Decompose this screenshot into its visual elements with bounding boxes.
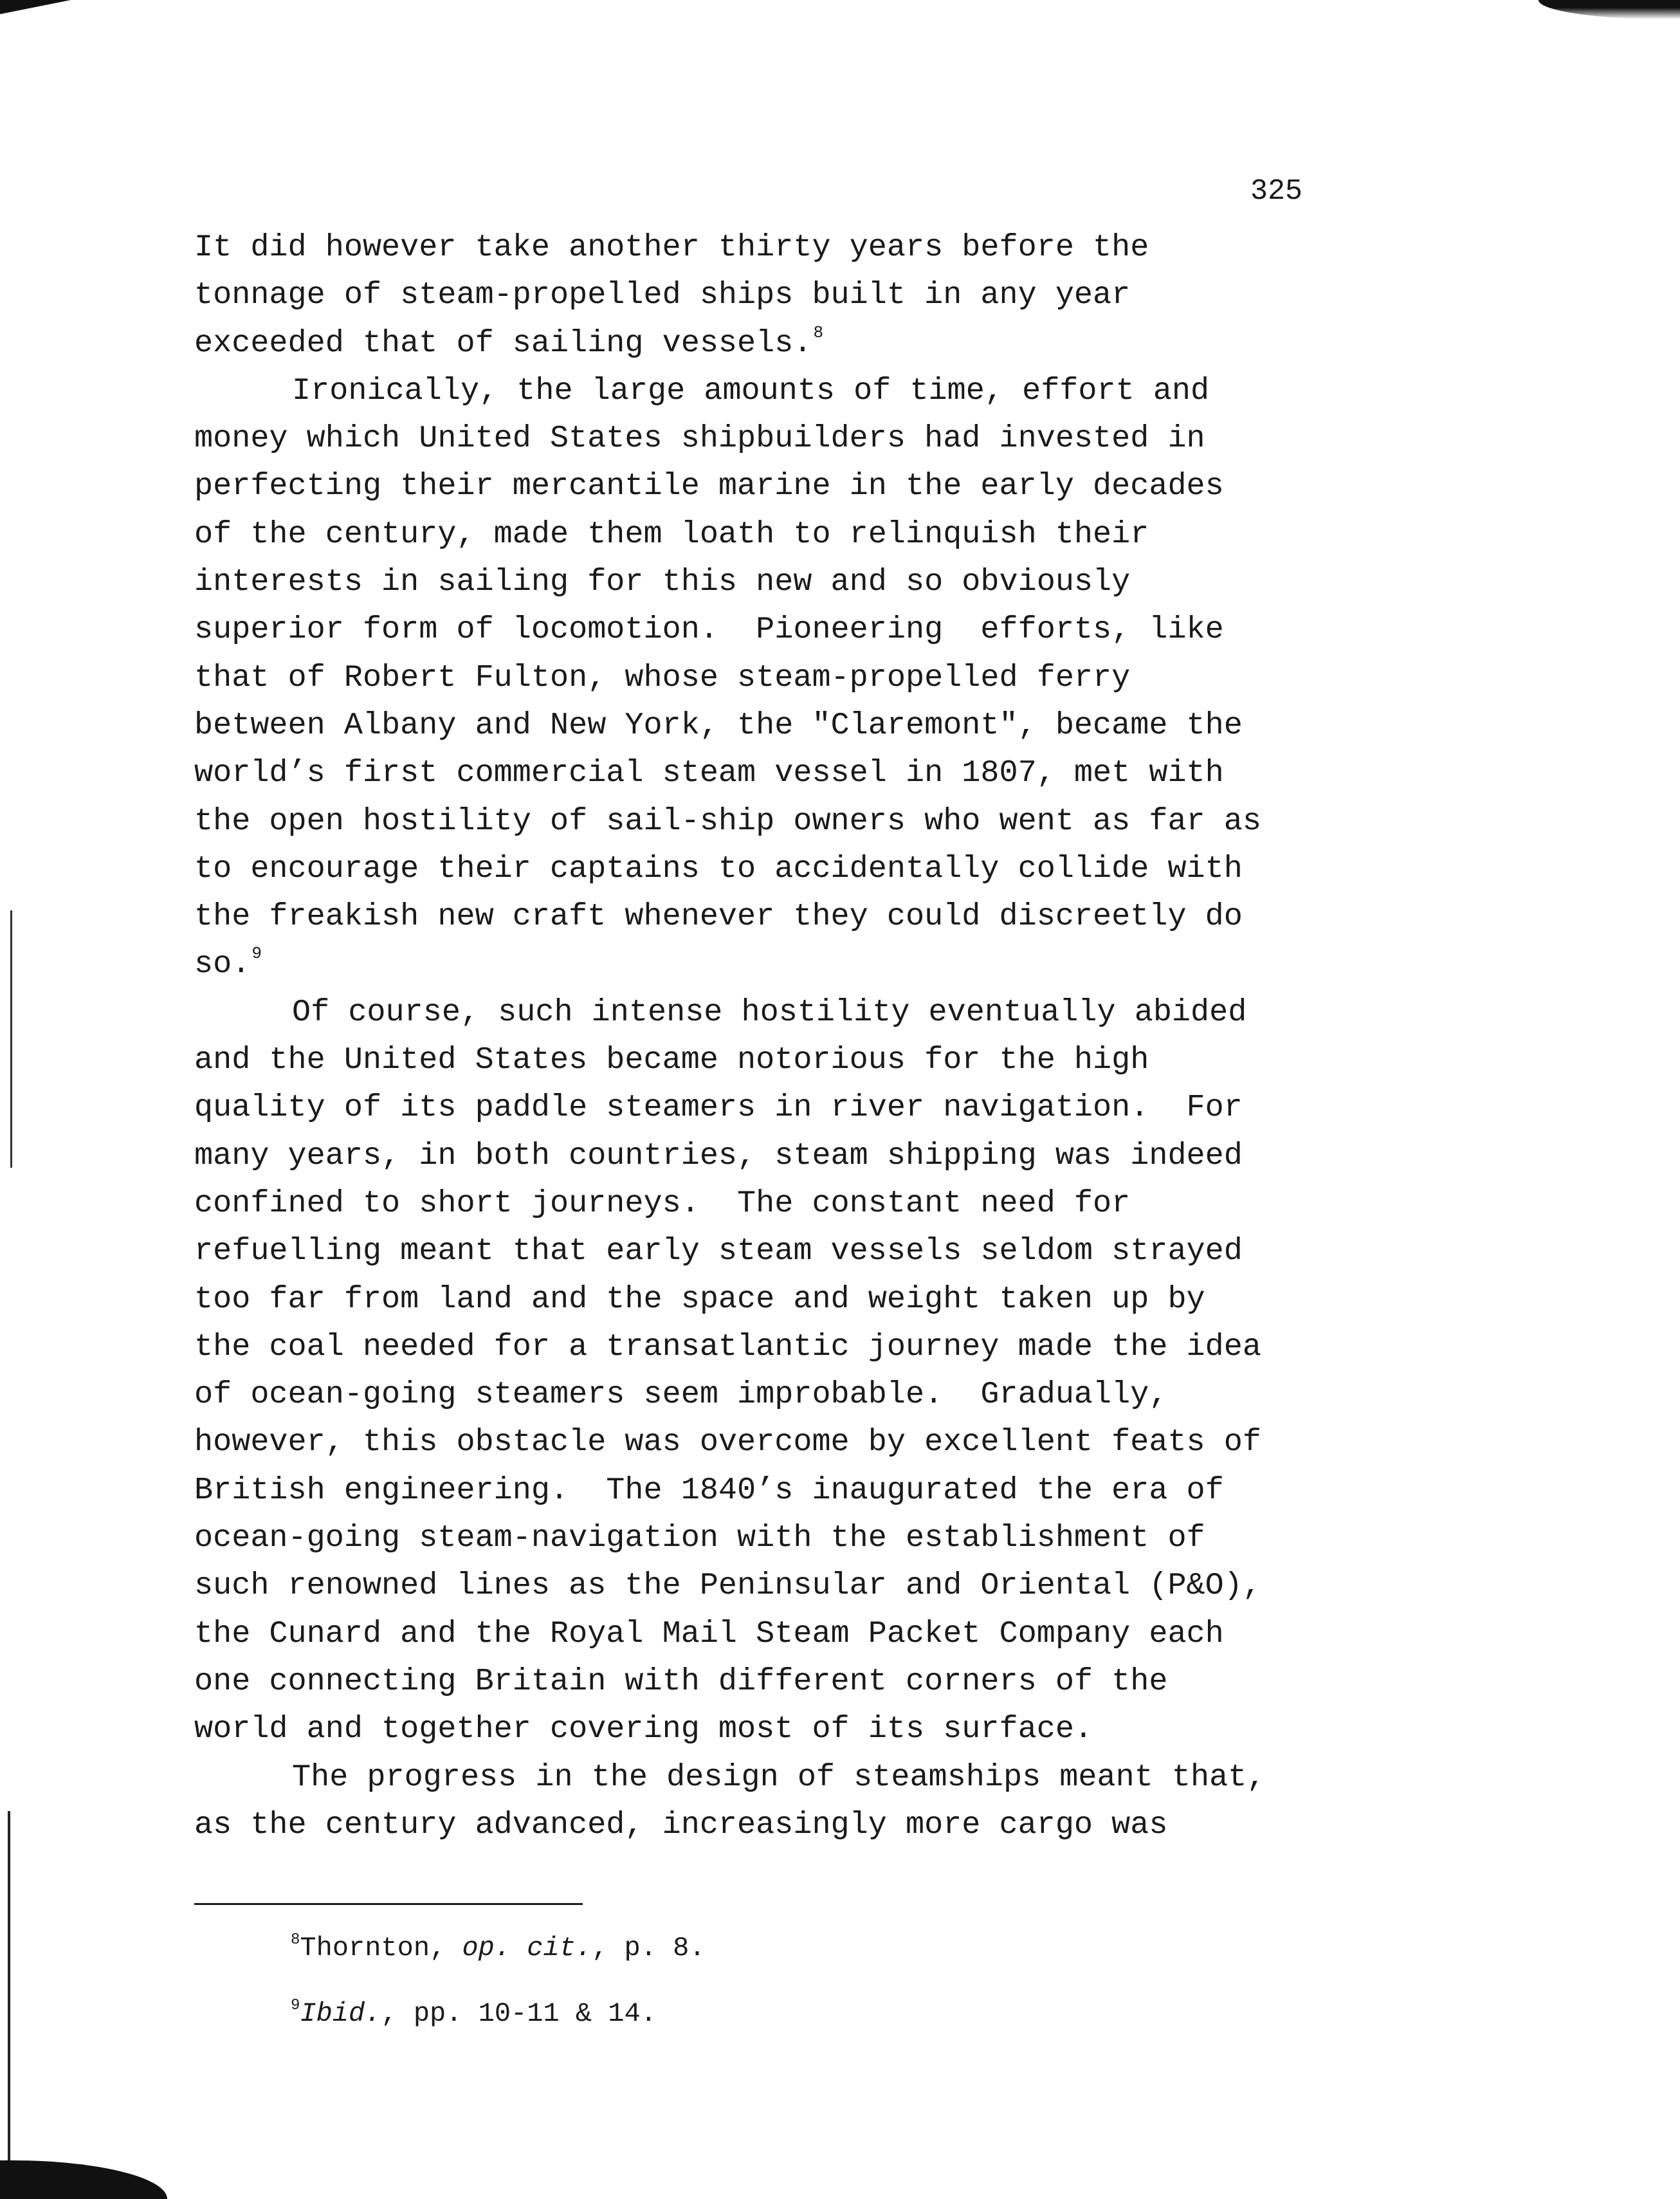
footnote-marker: 9	[291, 1997, 300, 2014]
page-number: 325	[1250, 175, 1303, 208]
text-line	[194, 1610, 1326, 1658]
text-line	[194, 511, 1326, 558]
footnote-divider	[194, 1903, 583, 1905]
footnote-text: Thornton,	[300, 1933, 462, 1964]
text-line	[194, 1706, 1326, 1753]
text-line-content: and the United States became notorious for the high	[194, 1042, 1149, 1078]
text-line	[194, 702, 1326, 750]
footnote-text: , p. 8.	[592, 1933, 706, 1964]
text-line	[194, 1084, 1326, 1132]
text-line-content: ocean-going steam-navigation with the establishment of	[194, 1520, 1205, 1556]
text-line-content: British engineering. The 1840’s inaugurated the era of	[194, 1472, 1224, 1508]
text-line-content: exceeded that of sailing vessels.	[194, 325, 812, 361]
text-line-content: the coal needed for a transatlantic journey made the idea	[194, 1329, 1261, 1365]
text-line-content: the open hostility of sail-ship owners who went as far as	[194, 803, 1261, 839]
text-line	[194, 1036, 1326, 1084]
text-line-content: as the century advanced, increasingly more cargo was	[194, 1807, 1168, 1843]
footnotes	[291, 1929, 706, 2060]
text-line	[194, 1228, 1326, 1275]
text-line-content: superior form of locomotion. Pioneering efforts, like	[194, 612, 1224, 648]
text-line-content: confined to short journeys. The constant need for	[194, 1185, 1131, 1221]
text-line	[194, 845, 1326, 893]
scan-artifact-bottom-left	[0, 2160, 167, 2199]
text-line-content: however, this obstacle was overcome by excellent feats of	[194, 1424, 1261, 1460]
text-line	[194, 1132, 1326, 1180]
text-line-content: the Cunard and the Royal Mail Steam Packet Company each	[194, 1615, 1224, 1652]
text-line	[194, 1419, 1326, 1466]
text-line-content: perfecting their mercantile marine in the early decades	[194, 468, 1224, 504]
footnote	[291, 1929, 706, 1967]
text-line-content: too far from land and the space and weight taken up by	[194, 1281, 1205, 1317]
footnote-citation-italic: Ibid.	[300, 1998, 381, 2029]
text-line	[194, 367, 1326, 415]
text-line	[194, 1754, 1326, 1801]
scan-artifact-left-edge	[10, 910, 12, 1168]
text-line-content: quality of its paddle steamers in river navigation. For	[194, 1090, 1243, 1126]
text-line-content: such renowned lines as the Peninsular and Oriental (P&O),	[194, 1568, 1261, 1604]
text-line-content: Ironically, the large amounts of time, effort and	[292, 373, 1210, 409]
text-line-content: one connecting Britain with different corners of the	[194, 1663, 1168, 1699]
text-line	[194, 415, 1326, 463]
footnote-reference: 9	[251, 944, 262, 964]
text-line	[194, 750, 1326, 797]
text-line	[194, 1514, 1326, 1562]
body-text	[194, 224, 1326, 1849]
text-line-content: of ocean-going steamers seem improbable. Gradually,	[194, 1377, 1168, 1413]
text-line-content: money which United States shipbuilders had invested in	[194, 421, 1205, 457]
text-line-content: so.	[194, 946, 251, 982]
scan-artifact-top-right	[1538, 0, 1680, 19]
text-line	[194, 463, 1326, 510]
text-line	[194, 558, 1326, 606]
text-line	[194, 1276, 1326, 1323]
text-line	[194, 1323, 1326, 1371]
text-line-content: to encourage their captains to accidentally collide with	[194, 851, 1243, 887]
text-line-content: world’s first commercial steam vessel in 1807, met with	[194, 755, 1224, 791]
text-line	[194, 1180, 1326, 1228]
text-line-content: Of course, such intense hostility eventually abided	[292, 994, 1247, 1030]
text-line	[194, 224, 1326, 271]
text-line	[194, 1467, 1326, 1514]
scan-artifact-top-left	[0, 0, 71, 14]
text-line	[194, 1801, 1326, 1849]
text-line	[194, 606, 1326, 654]
text-line	[194, 1658, 1326, 1706]
text-line-content: tonnage of steam-propelled ships built in any year	[194, 277, 1131, 313]
text-line-content: It did however take another thirty years before the	[194, 230, 1149, 265]
text-line	[194, 989, 1326, 1036]
text-line-content: between Albany and New York, the "Claremont", became the	[194, 707, 1243, 743]
text-line-content: world and together covering most of its surface.	[194, 1711, 1093, 1747]
text-line	[194, 320, 1326, 367]
text-line-content: The progress in the design of steamships meant that,	[292, 1759, 1266, 1795]
text-line-content: many years, in both countries, steam shipping was indeed	[194, 1137, 1243, 1173]
text-line	[194, 1562, 1326, 1610]
text-line-content: the freakish new craft whenever they could discreetly do	[194, 899, 1243, 935]
scan-artifact-left-edge-lower	[8, 1811, 10, 2171]
text-line-content: that of Robert Fulton, whose steam-propelled ferry	[194, 659, 1131, 695]
footnote-text: , pp. 10-11 & 14.	[381, 1998, 657, 2029]
text-line	[194, 654, 1326, 702]
text-line	[194, 941, 1326, 988]
footnote-reference: 8	[813, 322, 824, 342]
text-line-content: interests in sailing for this new and so obviously	[194, 564, 1131, 600]
footnote-citation-italic: op. cit.	[462, 1933, 592, 1964]
text-line-content: of the century, made them loath to relinquish their	[194, 516, 1149, 552]
text-line	[194, 271, 1326, 319]
footnote	[291, 1994, 706, 2033]
text-line	[194, 893, 1326, 941]
text-line	[194, 798, 1326, 845]
text-line	[194, 1371, 1326, 1419]
footnote-marker: 8	[291, 1931, 300, 1949]
text-line-content: refuelling meant that early steam vessels seldom strayed	[194, 1233, 1243, 1269]
